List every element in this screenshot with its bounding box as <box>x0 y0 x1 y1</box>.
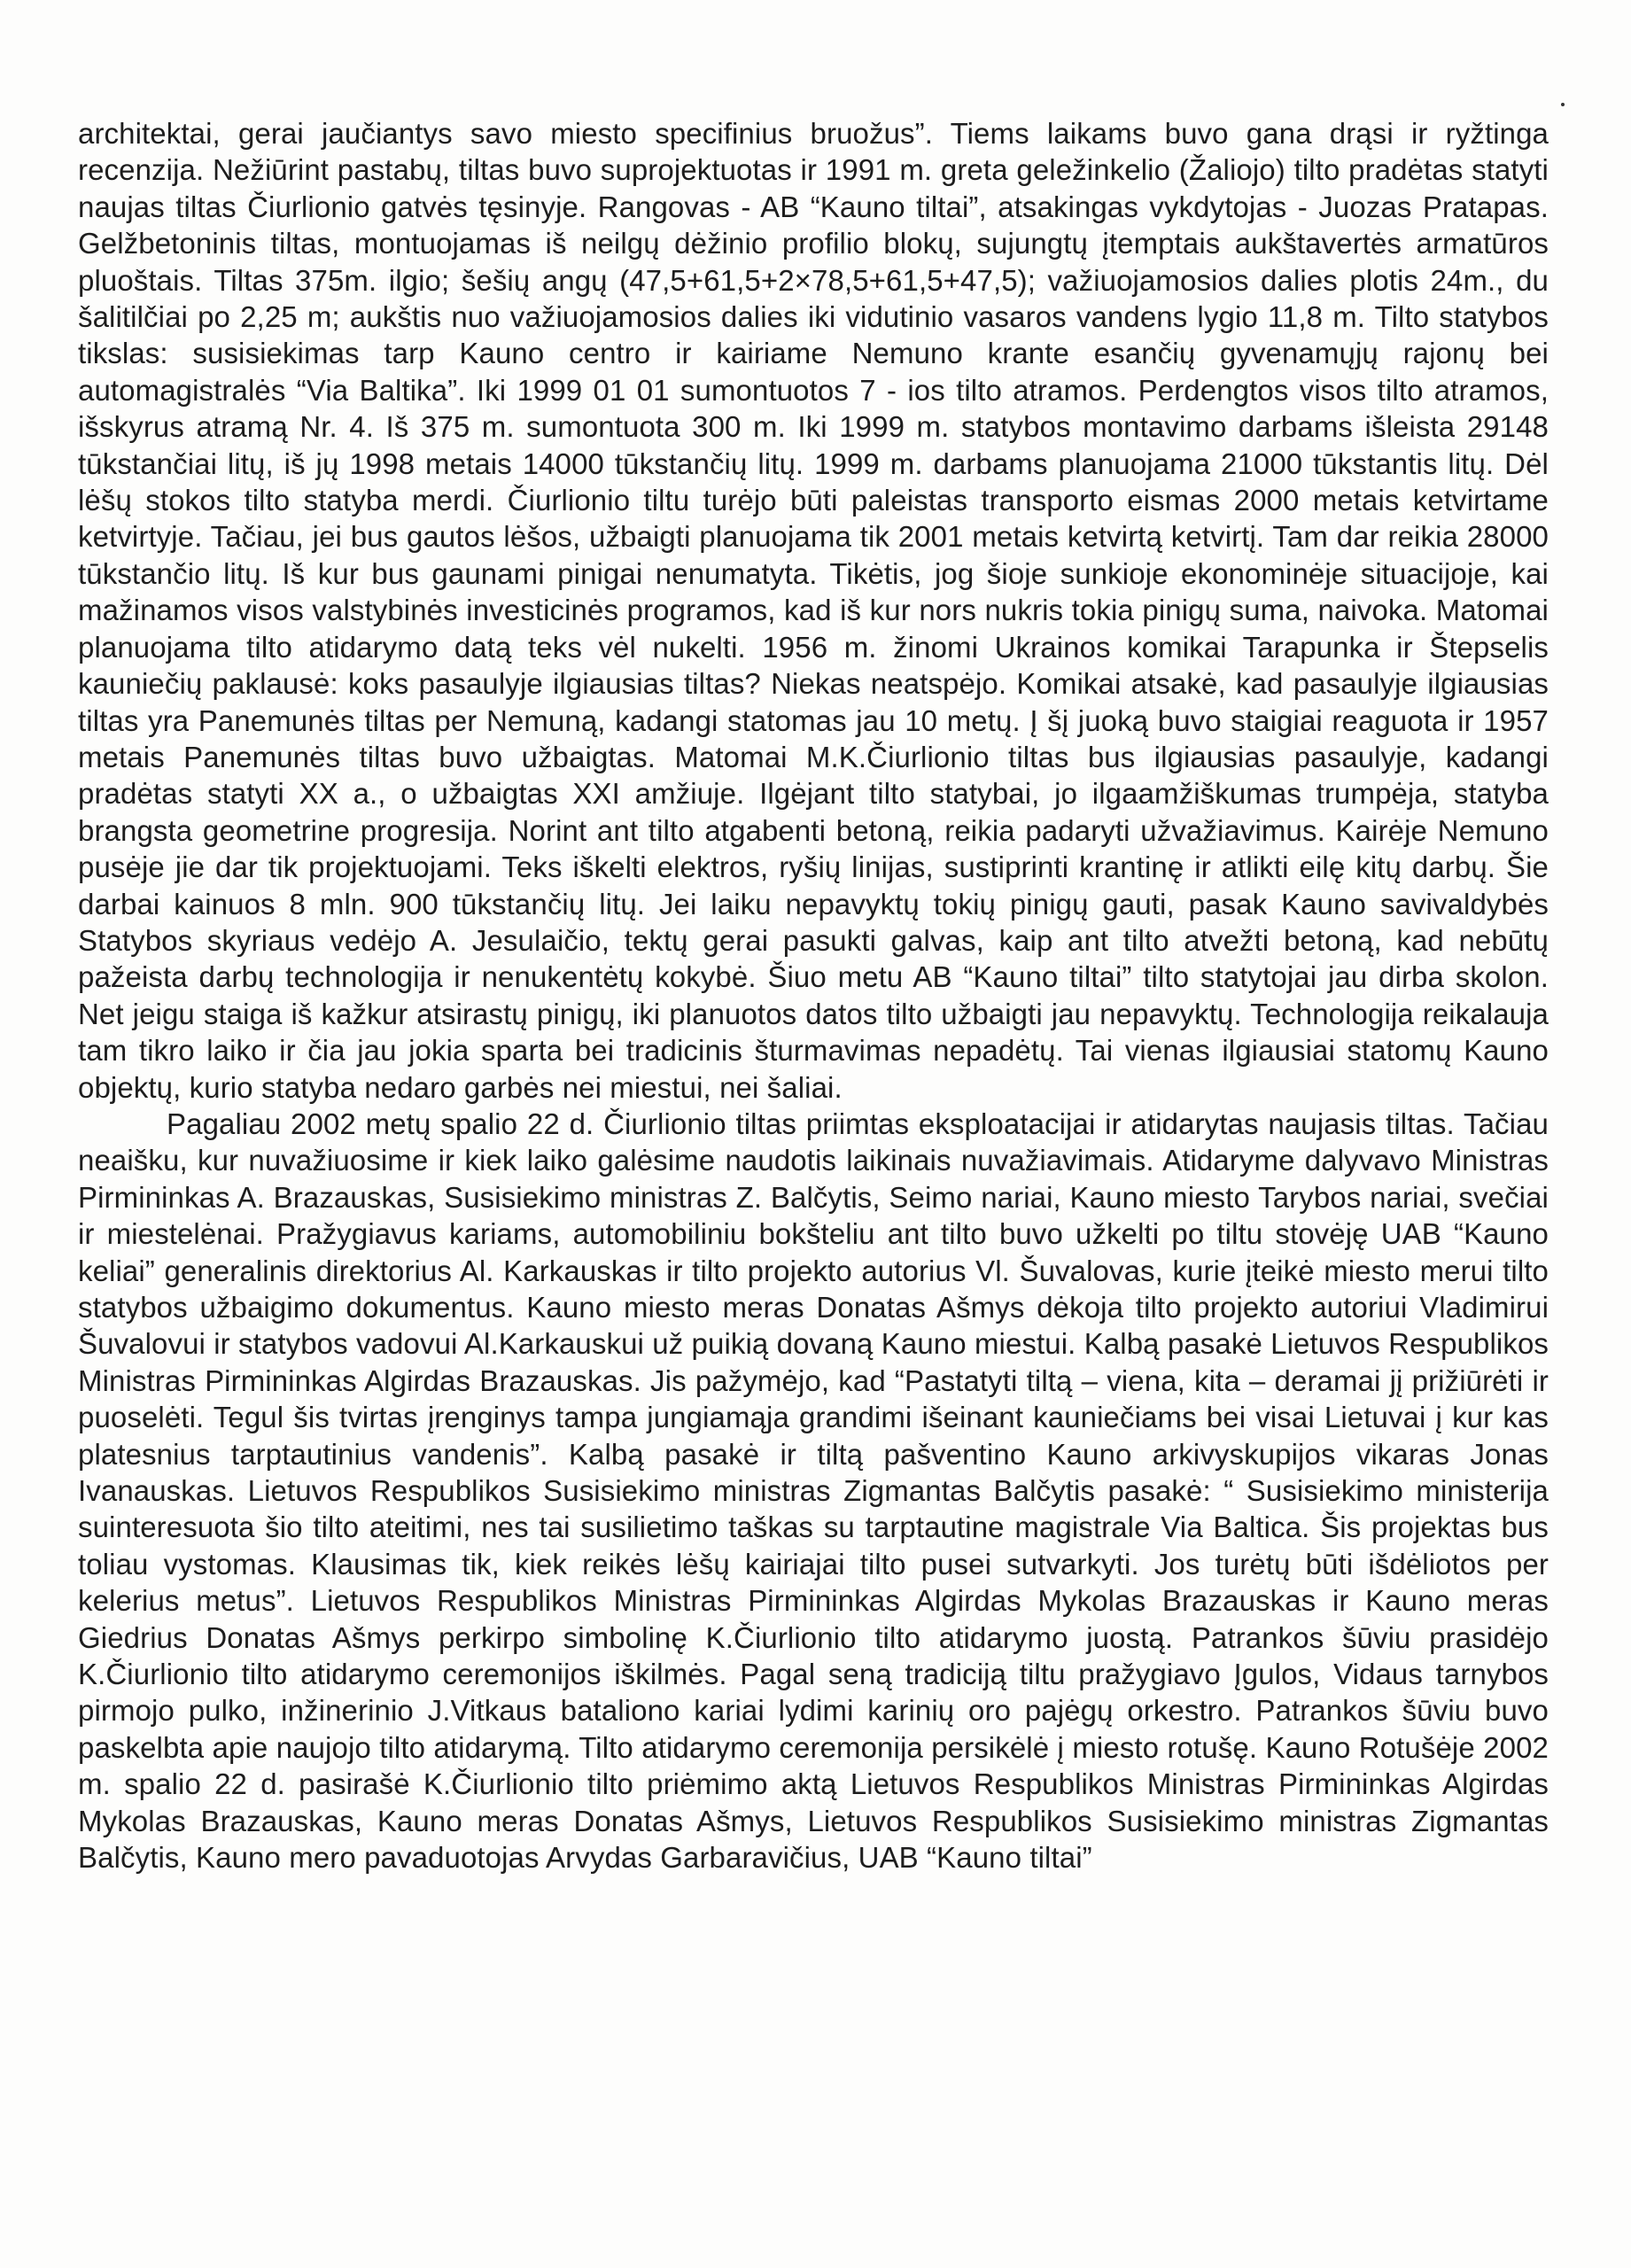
paragraph-bridge-construction: architektai, gerai jaučiantys savo miesto specifinius bruožus”. Tiems laikams buvo gana drąsi ir ryžtinga recenzija. Nežiūrint pastabų, tiltas buvo suprojektuotas ir 1991 m. greta geležinkelio (Žaliojo) tilto pradėtas statyti naujas tiltas Čiurlionio gatvės tęsinyje. Rangovas - AB “Kauno tiltai”, atsakingas vykdytojas - Juozas Pratapas. Gelžbetoninis tiltas, montuojamas iš neilgų dėžinio profilio blokų, sujungtų įtemptais aukštavertės armatūros pluoštais. Tiltas 375m. ilgio; šešių angų (47,5+61,5+2×78,5+61,5+47,5); važiuojamosios dalies plotis 24m., du šalitilčiai po 2,25 m; aukštis nuo važiuojamosios dalies iki vidutinio vasaros vandens lygio 11,8 m. Tilto statybos tikslas: susisiekimas tarp Kauno centro ir kairiame Nemuno krante esančių gyvenamųjų rajonų bei automagistralės “Via Baltika”. Iki 1999 01 01 sumontuotos 7 - ios tilto atramos. Perdengtos visos tilto atramos, išskyrus atramą Nr. 4. Iš 375 m. sumontuota 300 m. Iki 1999 m. statybos montavimo darbams išleista 29148 tūkstančiai litų, iš jų 1998 metais 14000 tūkstančių litų. 1999 m. darbams planuojama 21000 tūkstantis litų. Dėl lėšų stokos tilto statyba merdi. Čiurlionio tiltu turėjo būti paleistas transporto eismas 2000 metais ketvirtame ketvirtyje. Tačiau, jei bus gautos lėšos, užbaigti planuojama tik 2001 metais ketvirtą ketvirtį. Tam dar reikia 28000 tūkstančio litų. Iš kur bus gaunami pinigai nenumatyta. Tikėtis, jog šioje sunkioje ekonominėje situacijoje, kai mažinamos visos valstybinės investicinės programos, kad iš kur nors nukris tokia pinigų suma, naivoka. Matomai planuojama tilto atidarymo datą teks vėl nukelti. 1956 m. žinomi Ukrainos komikai Tarapunka ir Štepselis kauniečių paklausė: koks pasaulyje ilgiausias tiltas? Niekas neatspėjo. Komikai atsakė, kad pasaulyje ilgiausias tiltas yra Panemunės tiltas per Nemuną, kadangi statomas jau 10 metų. Į šį juoką buvo staigiai reaguota ir 1957 metais Panemunės tiltas buvo užbaigtas. Matomai M.K.Čiurlionio tiltas bus ilgiausias pasaulyje, kadangi pradėtas statyti XX a., o užbaigtas XXI amžiuje. Ilgėjant tilto statybai, jo ilgaamžiškumas trumpėja, statyba brangsta geometrine progresija. Norint ant tilto atgabenti betoną, reikia padaryti užvažiavimus. Kairėje Nemuno pusėje jie dar tik projektuojami. Teks iškelti elektros, ryšių linijas, sustiprinti krantinę ir atlikti eilę kitų darbų. Šie darbai kainuos 8 mln. 900 tūkstančių litų. Jei laiku nepavyktų tokių pinigų gauti, pasak Kauno savivaldybės Statybos skyriaus vedėjo A. Jesulaičio, tektų gerai pasukti galvas, kaip ant tilto atvežti betoną, kad nebūtų pažeista darbų technologija ir nenukentėtų kokybė. Šiuo metu AB “Kauno tiltai” tilto statytojai jau dirba skolon. Net jeigu staiga iš kažkur atsirastų pinigų, iki planuotos datos tilto užbaigti jau nepavyktų. Technologija reikalauja tam tikro laiko ir čia jau jokia sparta bei tradicinis šturmavimas nepadėtų. Tai vienas ilgiausiai statomų Kauno objektų, kurio statyba nedaro garbės nei miestui, nei šaliai. <box>78 117 1549 1104</box>
paragraph-bridge-opening: Pagaliau 2002 metų spalio 22 d. Čiurlionio tiltas priimtas eksploatacijai ir atidarytas naujasis tiltas. Tačiau neaišku, kur nuvažiuosime ir kiek laiko galėsime naudotis laikinais nuvažiavimais. Atidaryme dalyvavo Ministras Pirmininkas A. Brazauskas, Susisiekimo ministras Z. Balčytis, Seimo nariai, Kauno miesto Tarybos nariai, svečiai ir miestelėnai. Pražygiavus kariams, automobiliniu bokšteliu ant tilto buvo užkelti po tiltu stovėję UAB “Kauno keliai” generalinis direktorius Al. Karkauskas ir tilto projekto autorius Vl. Šuvalovas, kurie įteikė miesto merui tilto statybos užbaigimo dokumentus. Kauno miesto meras Donatas Ašmys dėkoja tilto projekto autoriui Vladimirui Šuvalovui ir statybos vadovui Al.Karkauskui už puikią dovaną Kauno miestui. Kalbą pasakė Lietuvos Respublikos Ministras Pirmininkas Algirdas Brazauskas. Jis pažymėjo, kad “Pastatyti tiltą – viena, kita – deramai jį prižiūrėti ir puoselėti. Tegul šis tvirtas įrenginys tampa jungiamąja grandimi išeinant kauniečiams bei visai Lietuvai į kur kas platesnius tarptautinius vandenis”. Kalbą pasakė ir tiltą pašventino Kauno arkivyskupijos vikaras Jonas Ivanauskas. Lietuvos Respublikos Susisiekimo ministras Zigmantas Balčytis pasakė: “ Susisiekimo ministerija suinteresuota šio tilto ateitimi, nes tai susilietimo taškas su tarptautine magistrale Via Baltica. Šis projektas bus toliau vystomas. Klausimas tik, kiek reikės lėšų kairiajai tilto pusei sutvarkyti. Jos turėtų būti išdėliotos per kelerius metus”. Lietuvos Respublikos Ministras Pirmininkas Algirdas Mykolas Brazauskas ir Kauno meras Giedrius Donatas Ašmys perkirpo simbolinę K.Čiurlionio tilto atidarymo juostą. Patrankos šūviu prasidėjo K.Čiurlionio tilto atidarymo ceremonijos iškilmės. Pagal seną tradiciją tiltu pražygiavo Įgulos, Vidaus tarnybos pirmojo pulko, inžinerinio J.Vitkaus bataliono kariai lydimi karinių oro pajėgų orkestro. Patrankos šūviu buvo paskelbta apie naujojo tilto atidarymą. Tilto atidarymo ceremonija persikėlė į miesto rotušę. Kauno Rotušėje 2002 m. spalio 22 d. pasirašė K.Čiurlionio tilto priėmimo aktą Lietuvos Respublikos Ministras Pirmininkas Algirdas Mykolas Brazauskas, Kauno meras Donatas Ašmys, Lietuvos Respublikos Susisiekimo ministras Zigmantas Balčytis, Kauno mero pavaduotojas Arvydas Garbaravičius, UAB “Kauno tiltai” <box>78 1107 1549 1875</box>
document-body <box>78 115 1549 1876</box>
scan-dot-mark <box>1561 103 1565 106</box>
